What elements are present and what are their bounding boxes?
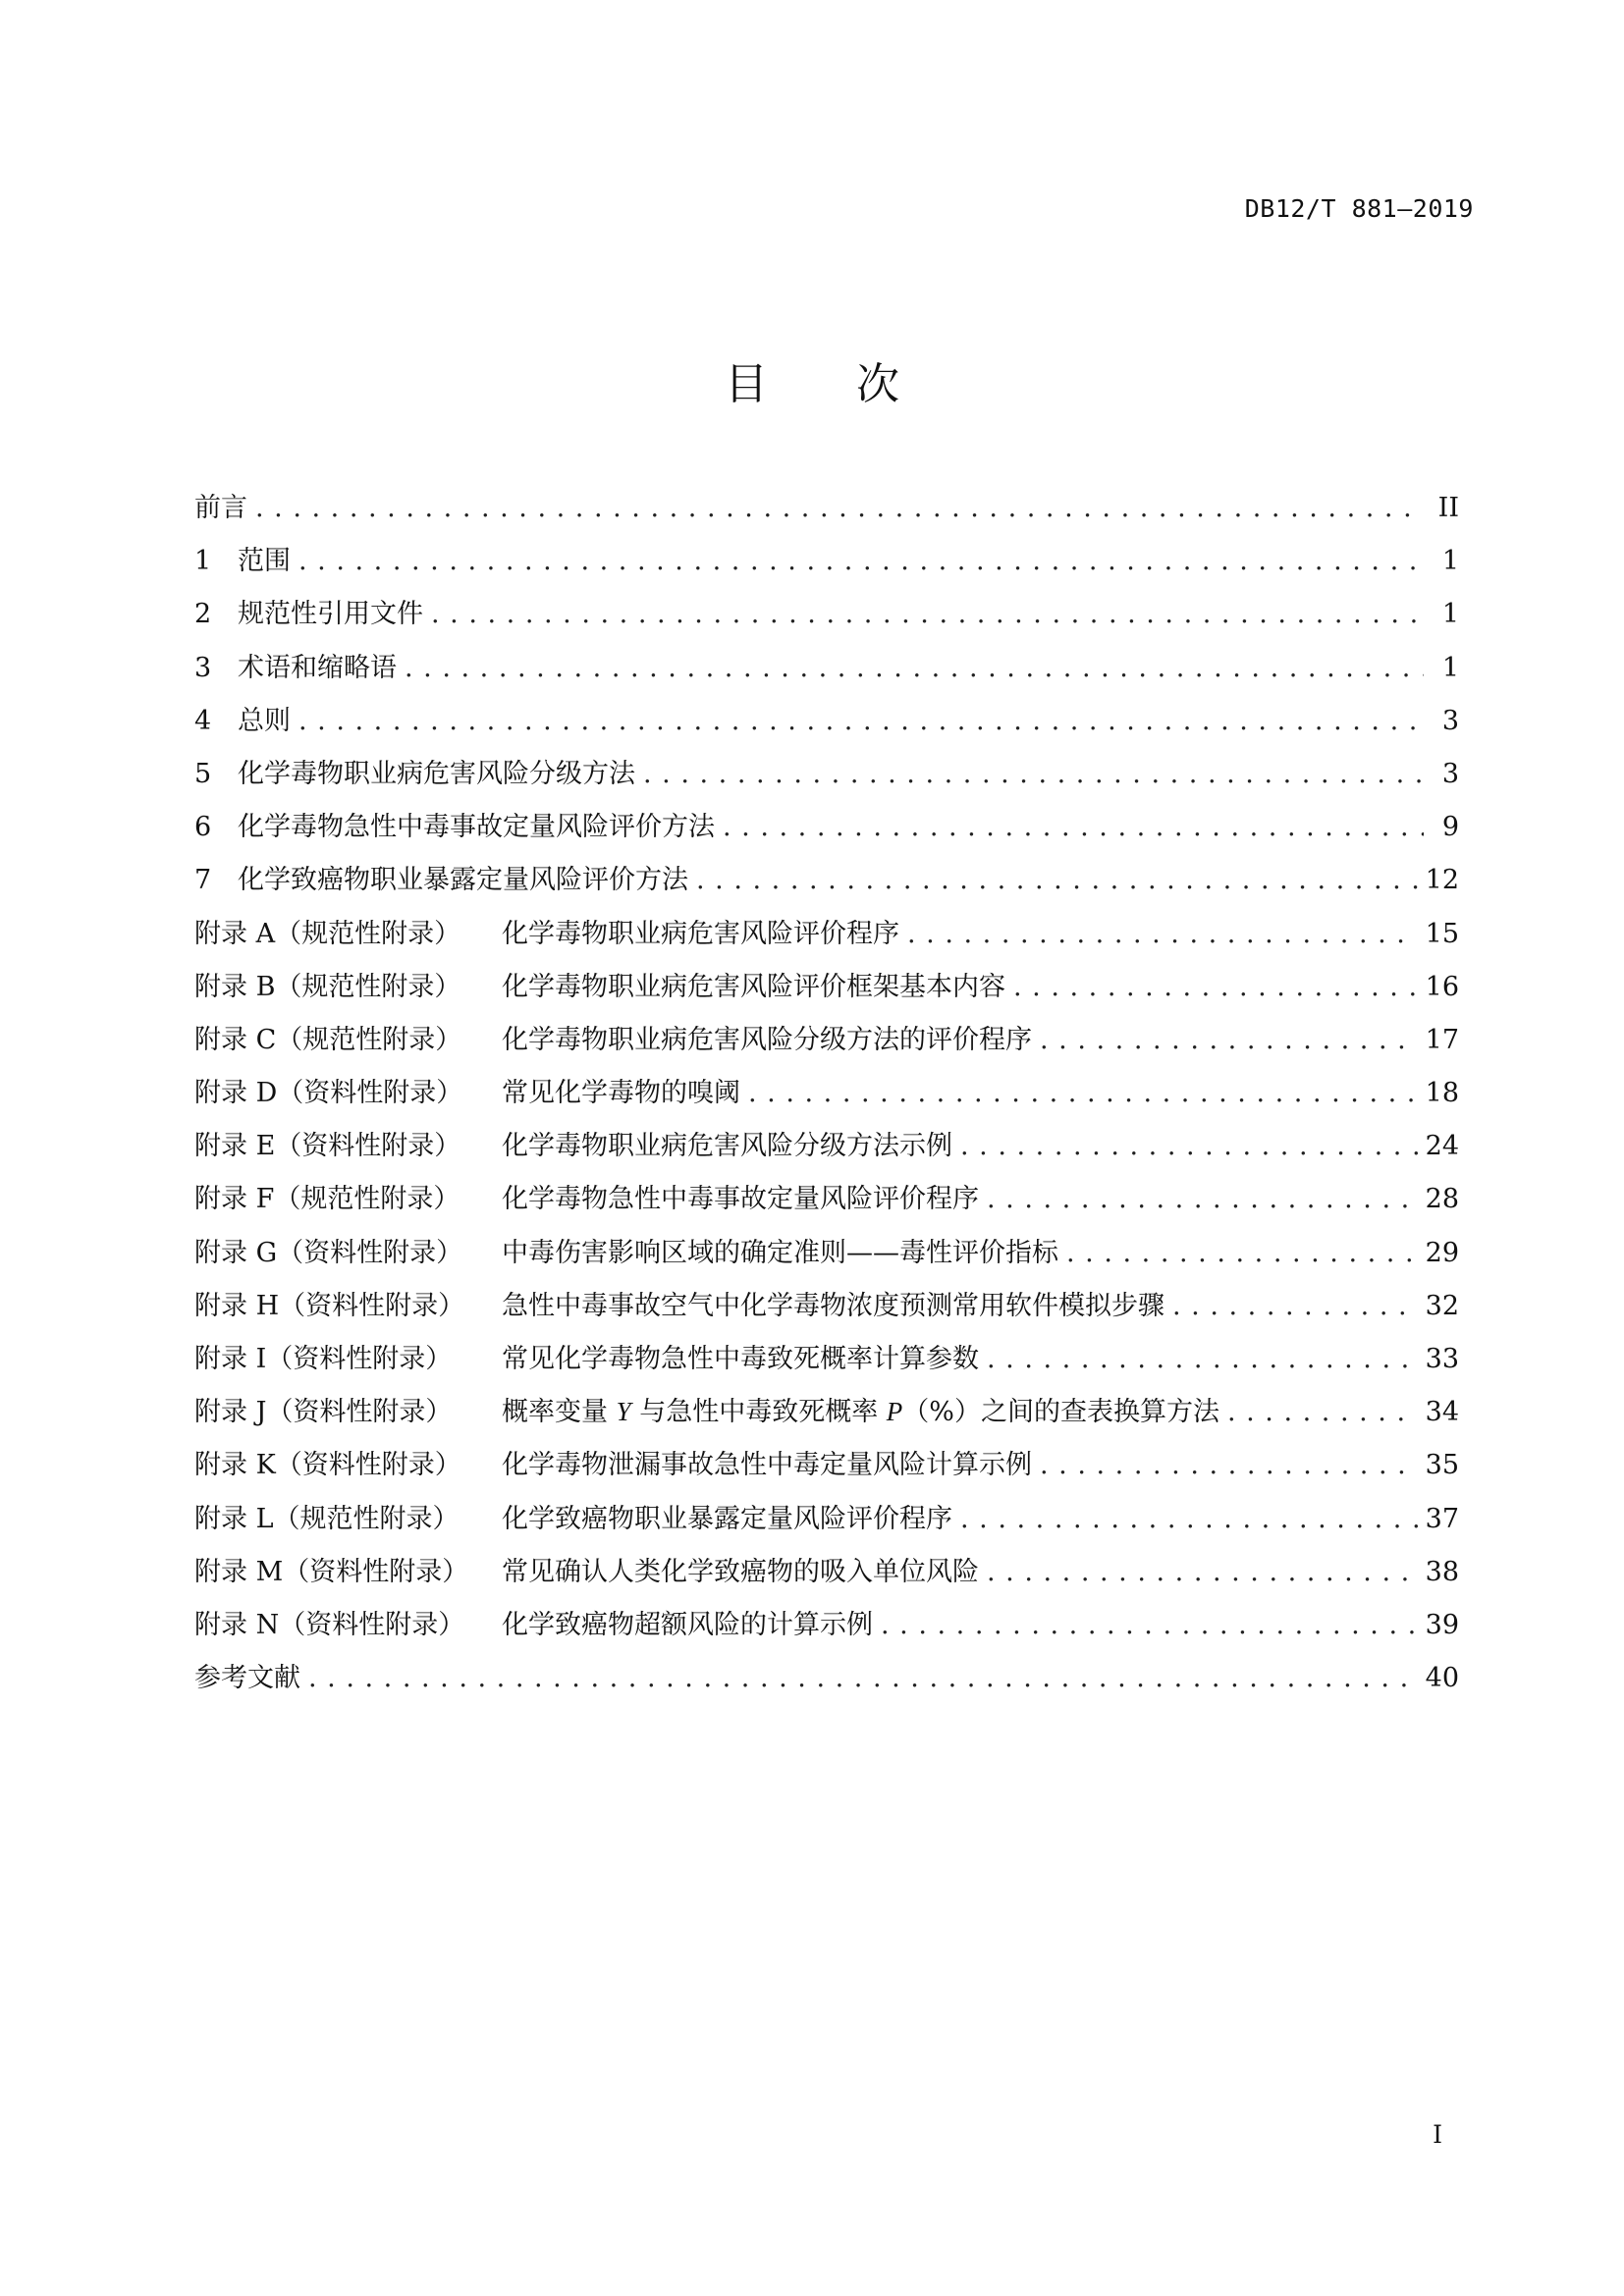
toc-entry-title: 规范性引用文件 [238, 599, 423, 630]
toc-entry-number: 4 [194, 705, 212, 736]
dot-leader [723, 812, 1424, 842]
toc-entry-appendix-label: 附录 L（规范性附录） [194, 1503, 460, 1534]
toc-entry-appendix-label: 附录 D（资料性附录） [194, 1078, 463, 1109]
toc-entry[interactable] [194, 486, 1459, 539]
dot-leader [1040, 1025, 1418, 1055]
toc-entry-page: 38 [1425, 1556, 1459, 1587]
dot-leader [987, 1344, 1418, 1374]
toc-entry-title: 范围 [238, 546, 291, 577]
toc-entry[interactable] [194, 699, 1459, 752]
toc-entry[interactable] [194, 1177, 1459, 1230]
toc-entry-appendix-label: 附录 E（资料性附录） [194, 1131, 461, 1162]
toc-entry[interactable] [194, 1337, 1459, 1390]
toc-entry-page: 16 [1425, 971, 1459, 1002]
toc-entry[interactable] [194, 1284, 1459, 1337]
dot-leader [960, 1131, 1418, 1161]
toc-entry-page: 17 [1425, 1024, 1459, 1055]
toc-entry-appendix-label: 附录 M（资料性附录） [194, 1556, 469, 1587]
dot-leader [987, 1557, 1418, 1587]
dot-leader [643, 759, 1424, 789]
page-number: I [1433, 2120, 1442, 2149]
toc-entry[interactable] [194, 752, 1459, 805]
toc-entry-appendix-label: 附录 C（规范性附录） [194, 1024, 462, 1055]
toc-entry-page: 33 [1425, 1344, 1459, 1374]
toc-entry-title: 化学致癌物超额风险的计算示例 [502, 1609, 873, 1640]
toc-entry-title: 常见确认人类化学致癌物的吸入单位风险 [502, 1556, 979, 1587]
toc-entry-title: 总则 [238, 705, 291, 736]
toc-entry-title: 急性中毒事故空气中化学毒物浓度预测常用软件模拟步骤 [502, 1290, 1164, 1321]
toc-entry[interactable] [194, 965, 1459, 1018]
toc-entry[interactable] [194, 858, 1459, 911]
toc-entry-title: 化学毒物职业病危害风险分级方法 [238, 758, 635, 789]
dot-leader [1172, 1291, 1418, 1321]
toc-entry-appendix-label: 附录 N（资料性附录） [194, 1609, 465, 1640]
toc-entry[interactable] [194, 1124, 1459, 1177]
dot-leader [960, 1504, 1418, 1534]
toc-entry-title: 参考文献 [194, 1663, 300, 1694]
toc-entry[interactable] [194, 1390, 1459, 1443]
toc-entry[interactable] [194, 1071, 1459, 1124]
toc-entry-title: 化学毒物急性中毒事故定量风险评价程序 [502, 1184, 979, 1215]
page-title: 目次 [725, 359, 988, 409]
document-code: DB12/T 881—2019 [1244, 194, 1474, 223]
toc-entry[interactable] [194, 646, 1459, 699]
toc-entry-number: 3 [194, 652, 212, 683]
toc-entry-number: 7 [194, 865, 212, 896]
toc-entry-appendix-label: 附录 G（资料性附录） [194, 1237, 463, 1268]
toc-entry[interactable] [194, 1550, 1459, 1603]
toc-entry-title: 化学致癌物职业暴露定量风险评价方法 [238, 865, 688, 896]
toc-entry-page: 35 [1425, 1450, 1459, 1481]
toc-entry[interactable] [194, 539, 1459, 592]
toc-entry-number: 2 [194, 599, 212, 630]
dot-leader [1066, 1238, 1418, 1268]
toc-entry-appendix-label: 附录 I（资料性附录） [194, 1344, 453, 1374]
toc-entry-page: 3 [1441, 705, 1459, 736]
toc-entry-page: 37 [1425, 1503, 1459, 1534]
toc-entry-appendix-label: 附录 K（资料性附录） [194, 1450, 461, 1481]
toc-entry-page: 12 [1425, 865, 1459, 896]
toc-entry[interactable] [194, 1018, 1459, 1071]
toc-entry-page: 28 [1425, 1184, 1459, 1215]
toc-entry-title: 化学毒物职业病危害风险分级方法的评价程序 [502, 1024, 1032, 1055]
dot-leader [1227, 1397, 1418, 1427]
dot-leader [1040, 1450, 1418, 1480]
toc-entry-page: 24 [1425, 1131, 1459, 1162]
toc-entry-page: 34 [1425, 1397, 1459, 1428]
toc-entry-title: 中毒伤害影响区域的确定准则——毒性评价指标 [502, 1237, 1058, 1268]
toc-entry[interactable] [194, 1656, 1459, 1709]
toc-entry-page: 39 [1425, 1609, 1459, 1640]
dot-leader [431, 599, 1424, 629]
toc-entry-title: 化学毒物职业病危害风险评价框架基本内容 [502, 971, 1005, 1002]
toc-entry-number: 1 [194, 546, 212, 577]
toc-entry-page: 1 [1441, 599, 1459, 630]
dot-leader [907, 919, 1418, 949]
toc-entry-appendix-label: 附录 H（资料性附录） [194, 1290, 465, 1321]
toc-entry[interactable] [194, 592, 1459, 645]
toc-entry[interactable] [194, 1497, 1459, 1550]
toc-entry[interactable] [194, 1443, 1459, 1496]
dot-leader [255, 493, 1424, 523]
toc-entry-appendix-label: 附录 F（规范性附录） [194, 1184, 460, 1215]
toc-entry-title: 常见化学毒物急性中毒致死概率计算参数 [502, 1344, 979, 1374]
toc-entry-page: 40 [1425, 1663, 1459, 1694]
toc-entry-number: 5 [194, 758, 212, 789]
toc-entry-page: 32 [1425, 1290, 1459, 1321]
toc-entry-appendix-label: 附录 B（规范性附录） [194, 971, 461, 1002]
dot-leader [987, 1184, 1418, 1214]
toc-entry-page: 29 [1425, 1237, 1459, 1268]
toc-entry-page: 3 [1441, 758, 1459, 789]
toc-entry[interactable] [194, 1603, 1459, 1656]
toc-entry-title: 化学毒物职业病危害风险分级方法示例 [502, 1131, 952, 1162]
toc-entry-page: 15 [1425, 918, 1459, 949]
toc-entry-page: 1 [1441, 652, 1459, 683]
toc-entry-number: 6 [194, 812, 212, 843]
table-of-contents [194, 486, 1459, 1709]
toc-entry-title: 前言 [194, 493, 247, 523]
toc-entry-title: 术语和缩略语 [238, 652, 397, 683]
toc-entry-title: 常见化学毒物的嗅阈 [502, 1078, 740, 1109]
dot-leader [1013, 972, 1418, 1002]
toc-entry-page: II [1437, 493, 1459, 523]
dot-leader [405, 653, 1424, 683]
toc-entry-title: 化学毒物泄漏事故急性中毒定量风险计算示例 [502, 1450, 1032, 1481]
toc-entry[interactable] [194, 1231, 1459, 1284]
toc-entry-appendix-label: 附录 J（资料性附录） [194, 1397, 453, 1428]
dot-leader [881, 1610, 1418, 1640]
toc-entry-title: 化学致癌物职业暴露定量风险评价程序 [502, 1503, 952, 1534]
toc-entry-appendix-label: 附录 A（规范性附录） [194, 918, 461, 949]
toc-entry-page: 9 [1441, 812, 1459, 843]
toc-entry-page: 1 [1441, 546, 1459, 577]
toc-entry[interactable] [194, 805, 1459, 858]
dot-leader [298, 546, 1424, 576]
toc-entry-title: 化学毒物急性中毒事故定量风险评价方法 [238, 812, 715, 843]
dot-leader [696, 865, 1418, 895]
toc-entry-title: 概率变量 Y 与急性中毒致死概率 P（%）之间的查表换算方法 [502, 1397, 1219, 1428]
toc-entry[interactable] [194, 912, 1459, 965]
toc-entry-page: 18 [1425, 1078, 1459, 1109]
dot-leader [748, 1078, 1418, 1108]
toc-entry-title: 化学毒物职业病危害风险评价程序 [502, 918, 899, 949]
dot-leader [308, 1663, 1418, 1693]
dot-leader [298, 706, 1424, 736]
